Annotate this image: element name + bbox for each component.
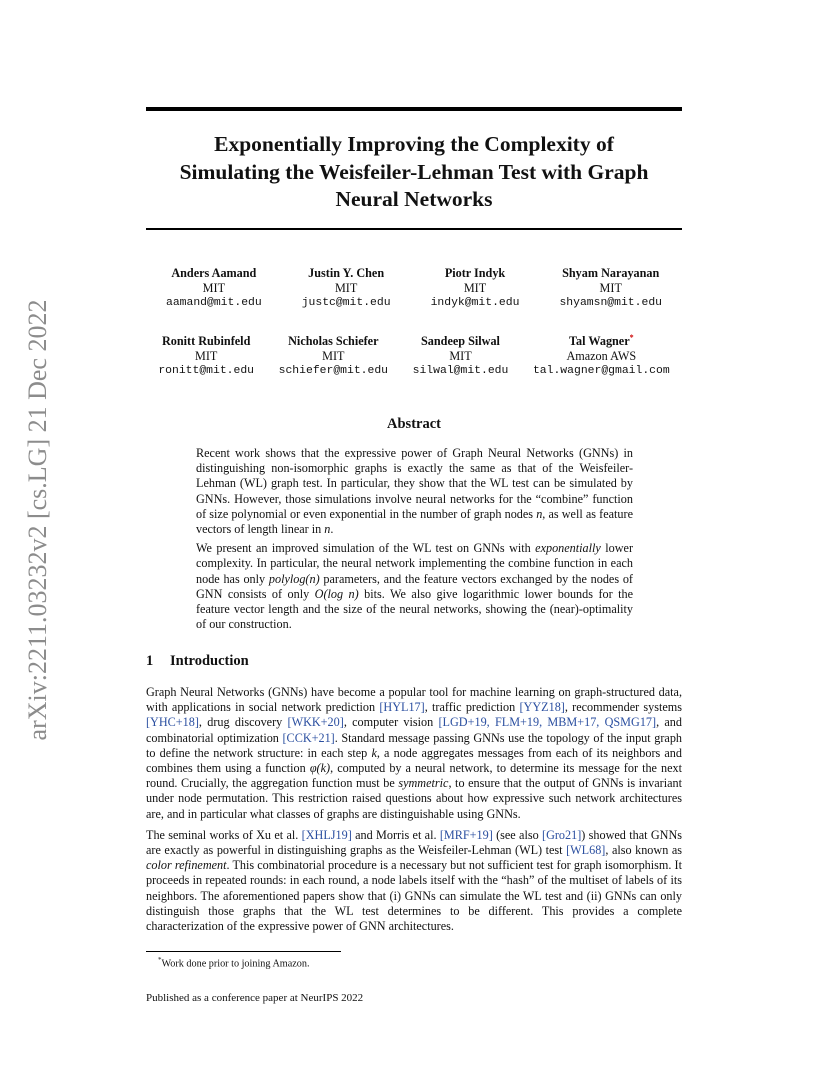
text-run: and Morris et al. — [351, 827, 440, 842]
footnote-marker[interactable]: * — [629, 332, 634, 342]
text-run: Graph Neural Networks (GNNs) have become a popular tool for machine learning on graph-structured data, with applications in social network prediction — [146, 685, 682, 715]
author-name: Shyam Narayanan — [562, 266, 660, 280]
author-affiliation: MIT — [194, 349, 218, 363]
author-email[interactable]: indyk@mit.edu — [430, 297, 520, 309]
author-email[interactable]: justc@mit.edu — [301, 297, 391, 309]
abstract-body — [196, 446, 633, 636]
citation-link[interactable]: [LGD+19, FLM+19, MBM+17, QSMG17] — [438, 715, 657, 730]
author-block — [279, 334, 388, 379]
author-email[interactable]: silwal@mit.edu — [412, 365, 509, 377]
author-affiliation: MIT — [334, 281, 358, 295]
author-affiliation: MIT — [322, 349, 345, 363]
citation-link[interactable]: [WKK+20] — [287, 715, 344, 730]
author-block — [533, 334, 670, 379]
intro-paragraph — [146, 685, 682, 822]
text-run: , recommender systems — [564, 700, 683, 715]
title-line: Simulating the Weisfeiler-Lehman Test with Graph — [179, 159, 649, 184]
title-line: Exponentially Improving the Complexity of — [214, 132, 614, 156]
math-inline: n — [536, 506, 543, 521]
intro-body — [146, 685, 682, 940]
math-inline: n — [324, 522, 331, 537]
citation-link[interactable]: [YHC+18] — [146, 715, 199, 730]
text-run: parameters, and the feature vectors exchanged by the nodes of GNN consists of only — [196, 571, 633, 601]
authors-row — [146, 266, 682, 311]
text-run: , traffic prediction — [424, 700, 520, 715]
author-name: Nicholas Schiefer — [288, 334, 379, 348]
author-block — [413, 334, 509, 379]
author-block — [559, 266, 662, 311]
title-rule-bottom — [146, 228, 682, 230]
page-footer: Published as a conference paper at NeurIPS 2022 — [146, 992, 364, 1004]
title-line: Neural Networks — [335, 187, 493, 211]
footnote-text: Work done prior to joining Amazon. — [161, 958, 310, 970]
citation-link[interactable]: [MRF+19] — [439, 827, 493, 842]
footnote-mark: * — [158, 956, 162, 964]
text-run: (see also — [492, 827, 543, 842]
author-name-text: Tal Wagner — [569, 334, 630, 348]
text-run: , drug discovery — [198, 715, 288, 730]
text-run: , also known as — [605, 843, 682, 858]
text-run: We present an improved simulation of the WL test on GNNs with — [196, 541, 536, 556]
arxiv-stamp: arXiv:2211.03232v2 [cs.LG] 21 Dec 2022 — [23, 299, 52, 741]
author-email[interactable]: aamand@mit.edu — [166, 297, 262, 309]
math-inline: polylog(n) — [268, 571, 320, 586]
text-run: lower complexity. In particular, the neural network implementing the combine function in each node has only — [196, 541, 634, 586]
abstract-paragraph — [196, 446, 633, 537]
citation-link[interactable]: [HYL17] — [379, 700, 425, 715]
intro-paragraph — [146, 828, 682, 934]
text-run: bits. We also give logarithmic lower bounds for the feature vector length and the size of the neural networks, showing the (near)-optimality of our construction. — [196, 586, 633, 632]
author-email[interactable]: shyamsn@mit.edu — [559, 297, 662, 309]
abstract-heading: Abstract — [387, 416, 441, 432]
text-run: The seminal works of Xu et al. — [146, 827, 302, 842]
math-inline: k — [371, 745, 377, 760]
author-email[interactable]: schiefer@mit.edu — [278, 365, 389, 377]
author-affiliation: MIT — [449, 349, 472, 363]
author-name: Ronitt Rubinfeld — [161, 334, 251, 348]
author-name: Anders Aamand — [171, 266, 257, 280]
author-block — [302, 266, 391, 311]
emphasis: color refinement — [146, 858, 227, 873]
footnote-rule — [146, 951, 341, 952]
section-number: 1 — [146, 653, 154, 669]
text-run: , and combinatorial optimization — [146, 715, 682, 745]
section-title: Introduction — [170, 653, 249, 669]
author-affiliation: MIT — [202, 281, 226, 295]
section-heading — [146, 653, 249, 670]
text-run: , to ensure that the output of GNNs is invariant under node permutation. This restriction raised questions about how expressive such network architectures are, and in particular what classes of graphs are distinguishable using GNNs. — [146, 776, 682, 821]
emphasis: exponentially — [535, 541, 601, 556]
author-name — [533, 334, 670, 349]
text-run: . — [330, 522, 334, 537]
citation-link[interactable]: [WL68] — [566, 843, 606, 858]
author-email[interactable]: tal.wagner@gmail.com — [532, 365, 670, 377]
citation-link[interactable]: [YYZ18] — [519, 700, 565, 715]
text-run: , a node aggregates messages from each of its neighbors and combines them using a function — [146, 745, 682, 776]
text-run: Recent work shows that the expressive power of Graph Neural Networks (GNNs) in distinguishing non-isomorphic graphs is exactly the same as that of the Weisfeiler-Lehman (WL) graph test. In particular, they show that the WL test can be simulated by GNNs. However, those simulations involve neural networks for the “combine” function of size polynomial or even exponential in the number of graph nodes — [196, 446, 633, 521]
text-run: . Standard message passing GNNs use the topology of the input graph to define the network structure: in each step — [146, 730, 683, 760]
abstract-paragraph — [196, 541, 633, 632]
text-run: . This combinatorial procedure is a necessary but not sufficient test for graph isomorphism. It proceeds in repeated rounds: in each round, a node labels itself with the “hash” of the multiset of labels of its neighbors. The aforementioned papers show that (i) GNNs can simulate the WL test and (ii) GNNs can only distinguish those graphs that the WL test determines to be different. This provides a complete characterization of the expressive power of GNN architectures. — [146, 858, 682, 934]
text-run: ) showed that GNNs are exactly as powerful in distinguishing graphs as the Weisfeiler-Lehman (WL) test — [146, 827, 682, 858]
citation-link[interactable]: [XHLJ19] — [301, 827, 352, 842]
citation-link[interactable]: [CCK+21] — [282, 730, 335, 745]
author-affiliation: Amazon AWS — [566, 349, 637, 363]
math-inline: φ(k) — [309, 761, 331, 776]
text-run: , computer vision — [343, 715, 439, 730]
author-name: Justin Y. Chen — [308, 266, 385, 280]
author-email[interactable]: ronitt@mit.edu — [158, 365, 255, 377]
authors-row — [146, 334, 682, 379]
footnote — [158, 956, 310, 969]
author-block — [431, 266, 520, 311]
text-run: , computed by a neural network, to determine its message for the next round. Crucially, the aggregation function must be — [146, 761, 683, 791]
author-affiliation: MIT — [463, 281, 487, 295]
math-inline: O(log n) — [314, 586, 359, 601]
author-affiliation: MIT — [599, 281, 622, 295]
text-run: , as well as feature vectors of length linear in — [196, 506, 633, 537]
author-name: Sandeep Silwal — [421, 334, 500, 348]
paper-title — [146, 131, 682, 214]
emphasis: symmetric — [398, 776, 449, 791]
citation-link[interactable]: [Gro21] — [542, 827, 582, 842]
author-block — [166, 266, 262, 311]
author-name: Piotr Indyk — [444, 266, 506, 280]
author-block — [158, 334, 254, 379]
title-rule-top — [146, 107, 682, 111]
